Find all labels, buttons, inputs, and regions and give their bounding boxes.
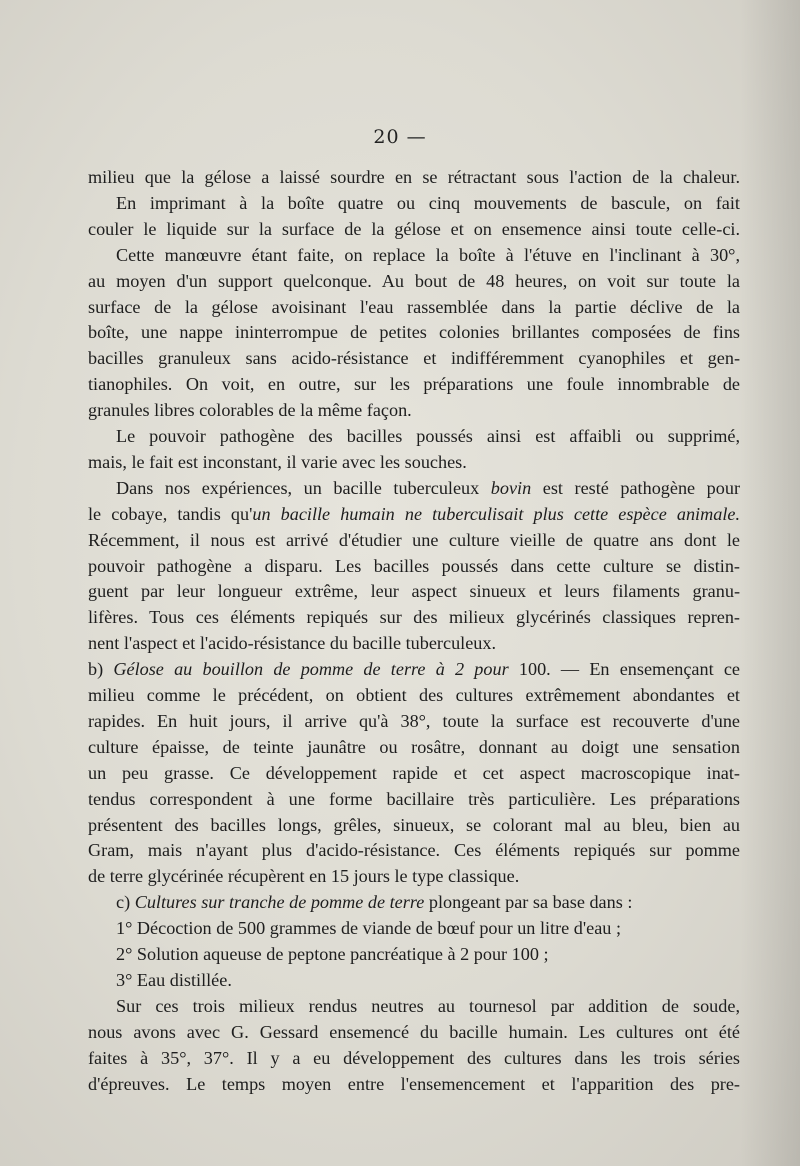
italic-text: Gélose au bouillon de pomme de terre à 2 pour (113, 659, 509, 680)
text-line: boîte, une nappe ininterrompue de petites colonies brillantes composées de fins (88, 322, 740, 343)
text-line: milieu comme le précédent, on obtient des cultures extrêmement abondantes et (88, 685, 740, 705)
italic-text: Cultures sur tranche de pomme de terre (134, 892, 425, 913)
text-line: couler le liquide sur la surface de la gélose et on ensemence ainsi toute celle-ci. (88, 218, 740, 239)
text-line: Cette manœuvre étant faite, on replace la boîte à l'étuve en l'inclinant à 30°, (116, 244, 740, 265)
text-segment: 100. — En ensemençant ce (508, 659, 741, 680)
page-number: 20 — (373, 126, 427, 148)
text-segment: est resté pathogène pour (531, 477, 741, 498)
text-line: surface de la gélose avoisinant l'eau rassemblée dans la partie déclive de la (88, 296, 740, 317)
italic-text: bovin (490, 477, 532, 498)
text-line (88, 656, 740, 682)
text-line: Gram, mais n'ayant plus d'acido-résistance. Ces éléments repiqués sur pomme (88, 840, 740, 861)
text-line: au moyen d'un support quelconque. Au bout de 48 heures, on voit sur toute la (88, 270, 740, 291)
text-line (88, 501, 740, 527)
text-line: Récemment, il nous est arrivé d'étudier une culture vieille de quatre ans dont le (88, 529, 740, 550)
page-edge-shadow (740, 0, 800, 1166)
text-line: tianophiles. On voit, en outre, sur les préparations une foule innombrable de (88, 374, 740, 395)
text-line: Le pouvoir pathogène des bacilles poussés ainsi est affaibli ou supprimé, (116, 426, 740, 446)
text-line (116, 475, 740, 501)
text-segment: Dans nos expériences, un bacille tuberculeux (116, 477, 491, 498)
text-line: granules libres colorables de la même façon. (88, 400, 412, 421)
text-line: 1° Décoction de 500 grammes de viande de bœuf pour un litre d'eau ; (116, 918, 621, 939)
text-line: 2° Solution aqueuse de peptone pancréatique à 2 pour 100 ; (116, 944, 549, 964)
text-line: nent l'aspect et l'acido-résistance du bacille tuberculeux. (88, 633, 497, 654)
text-line: d'épreuves. Le temps moyen entre l'ensemencement et l'apparition des pre- (88, 1073, 740, 1094)
text-line: bacilles granuleux sans acido-résistance et indifféremment cyanophiles et gen- (88, 348, 740, 369)
text-line: de terre glycérinée récupèrent en 15 jours le type classique. (88, 866, 520, 887)
text-line: nous avons avec G. Gessard ensemencé du bacille humain. Les cultures ont été (88, 1021, 740, 1042)
text-segment: plongeant par sa base dans : (424, 892, 633, 913)
text-line: lifères. Tous ces éléments repiqués sur des milieux glycérinés classiques repren- (88, 607, 740, 628)
text-line: 3° Eau distillée. (116, 969, 232, 990)
text-line: culture épaisse, de teinte jaunâtre ou rosâtre, donnant au doigt une sensation (88, 736, 740, 757)
italic-text: un bacille humain ne tuberculisait plus cette espèce animale. (252, 503, 740, 524)
text-segment: c) (116, 892, 135, 913)
text-line: un peu grasse. Ce développement rapide et cet aspect macroscopique inat- (88, 762, 740, 783)
text-line (116, 889, 632, 915)
text-segment: le cobaye, tandis qu' (88, 503, 253, 524)
text-line: faites à 35°, 37°. Il y a eu développement des cultures dans les trois séries (88, 1047, 740, 1068)
text-line: Sur ces trois milieux rendus neutres au tournesol par addition de soude, (116, 995, 740, 1016)
text-line: tendus correspondent à une forme bacillaire très particulière. Les préparations (88, 788, 740, 809)
text-line: présentent des bacilles longs, grêles, sinueux, se colorant mal au bleu, bien au (88, 814, 740, 835)
text-line: milieu que la gélose a laissé sourdre en se rétractant sous l'action de la chaleur. (88, 167, 740, 187)
text-line: mais, le fait est inconstant, il varie avec les souches. (88, 451, 467, 472)
text-segment: b) (88, 659, 114, 680)
text-line: En imprimant à la boîte quatre ou cinq mouvements de bascule, on fait (116, 192, 740, 213)
text-line: guent par leur longueur extrême, leur aspect sinueux et leurs filaments granu- (88, 581, 740, 602)
text-line: rapides. En huit jours, il arrive qu'à 38°, toute la surface est recouverte d'une (88, 710, 740, 731)
text-line: pouvoir pathogène a disparu. Les bacilles poussés dans cette culture se distin- (88, 555, 740, 576)
